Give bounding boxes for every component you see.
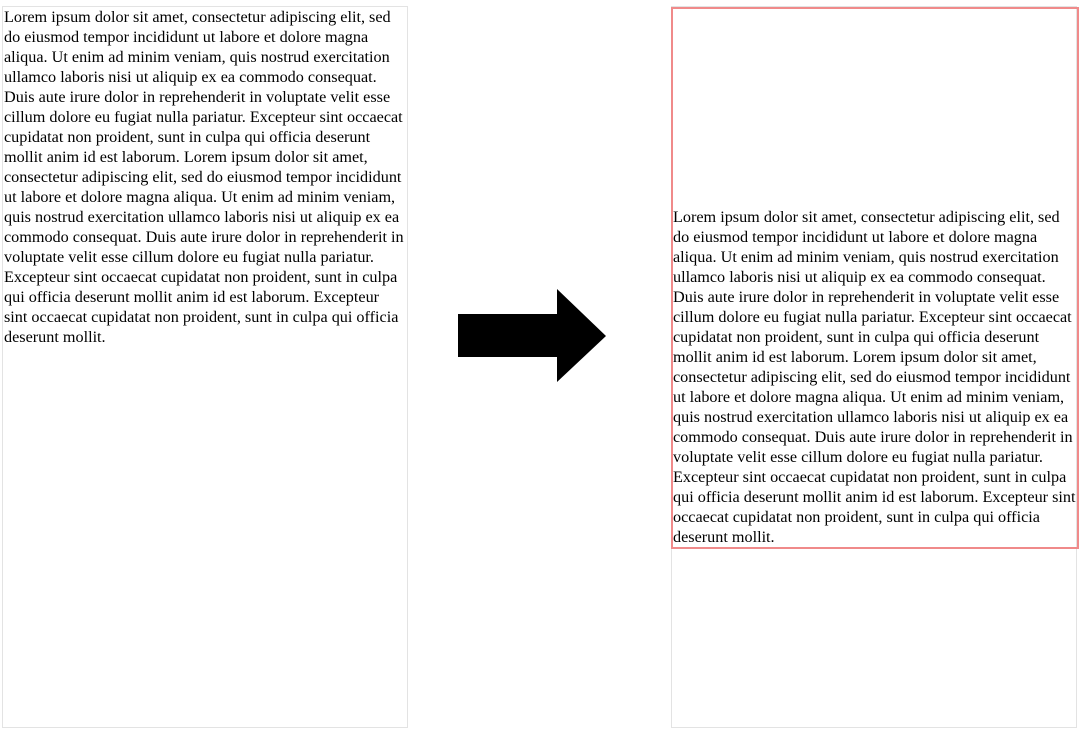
before-panel (2, 6, 408, 728)
before-paragraph: Lorem ipsum dolor sit amet, consectetur adipiscing elit, sed do eiusmod tempor incididunt ut labore et dolore magna aliqua. Ut enim ad minim veniam, quis nostrud exercitation ullamco laboris nisi ut aliquip ex ea commodo consequat. Duis aute irure dolor in reprehenderit in voluptate velit esse cillum dolore eu fugiat nulla pariatur. Excepteur sint occaecat cupidatat non proident, sunt in culpa qui officia deserunt mollit anim id est laborum. Lorem ipsum dolor sit amet, consectetur adipiscing elit, sed do eiusmod tempor incididunt ut labore et dolore magna aliqua. Ut enim ad minim veniam, quis nostrud exercitation ullamco laboris nisi ut aliquip ex ea commodo consequat. Duis aute irure dolor in reprehenderit in voluptate velit esse cillum dolore eu fugiat nulla pariatur. Excepteur sint occaecat cupidatat non proident, sunt in culpa qui officia deserunt mollit anim id est laborum. Excepteur sint occaecat cupidatat non proident, sunt in culpa qui officia deserunt mollit. (4, 8, 404, 346)
after-paragraph: Lorem ipsum dolor sit amet, consectetur adipiscing elit, sed do eiusmod tempor incididunt ut labore et dolore magna aliqua. Ut enim ad minim veniam, quis nostrud exercitation ullamco laboris nisi ut aliquip ex ea commodo consequat. Duis aute irure dolor in reprehenderit in voluptate velit esse cillum dolore eu fugiat nulla pariatur. Excepteur sint occaecat cupidatat non proident, sunt in culpa qui officia deserunt mollit anim id est laborum. Lorem ipsum dolor sit amet, consectetur adipiscing elit, sed do eiusmod tempor incididunt ut labore et dolore magna aliqua. Ut enim ad minim veniam, quis nostrud exercitation ullamco laboris nisi ut aliquip ex ea commodo consequat. Duis aute irure dolor in reprehenderit in voluptate velit esse cillum dolore eu fugiat nulla pariatur. Excepteur sint occaecat cupidatat non proident, sunt in culpa qui officia deserunt mollit anim id est laborum. Excepteur sint occaecat cupidatat non proident, sunt in culpa qui officia deserunt mollit. (673, 208, 1076, 546)
highlighted-text-box (671, 7, 1079, 549)
right-arrow-icon (457, 289, 607, 383)
